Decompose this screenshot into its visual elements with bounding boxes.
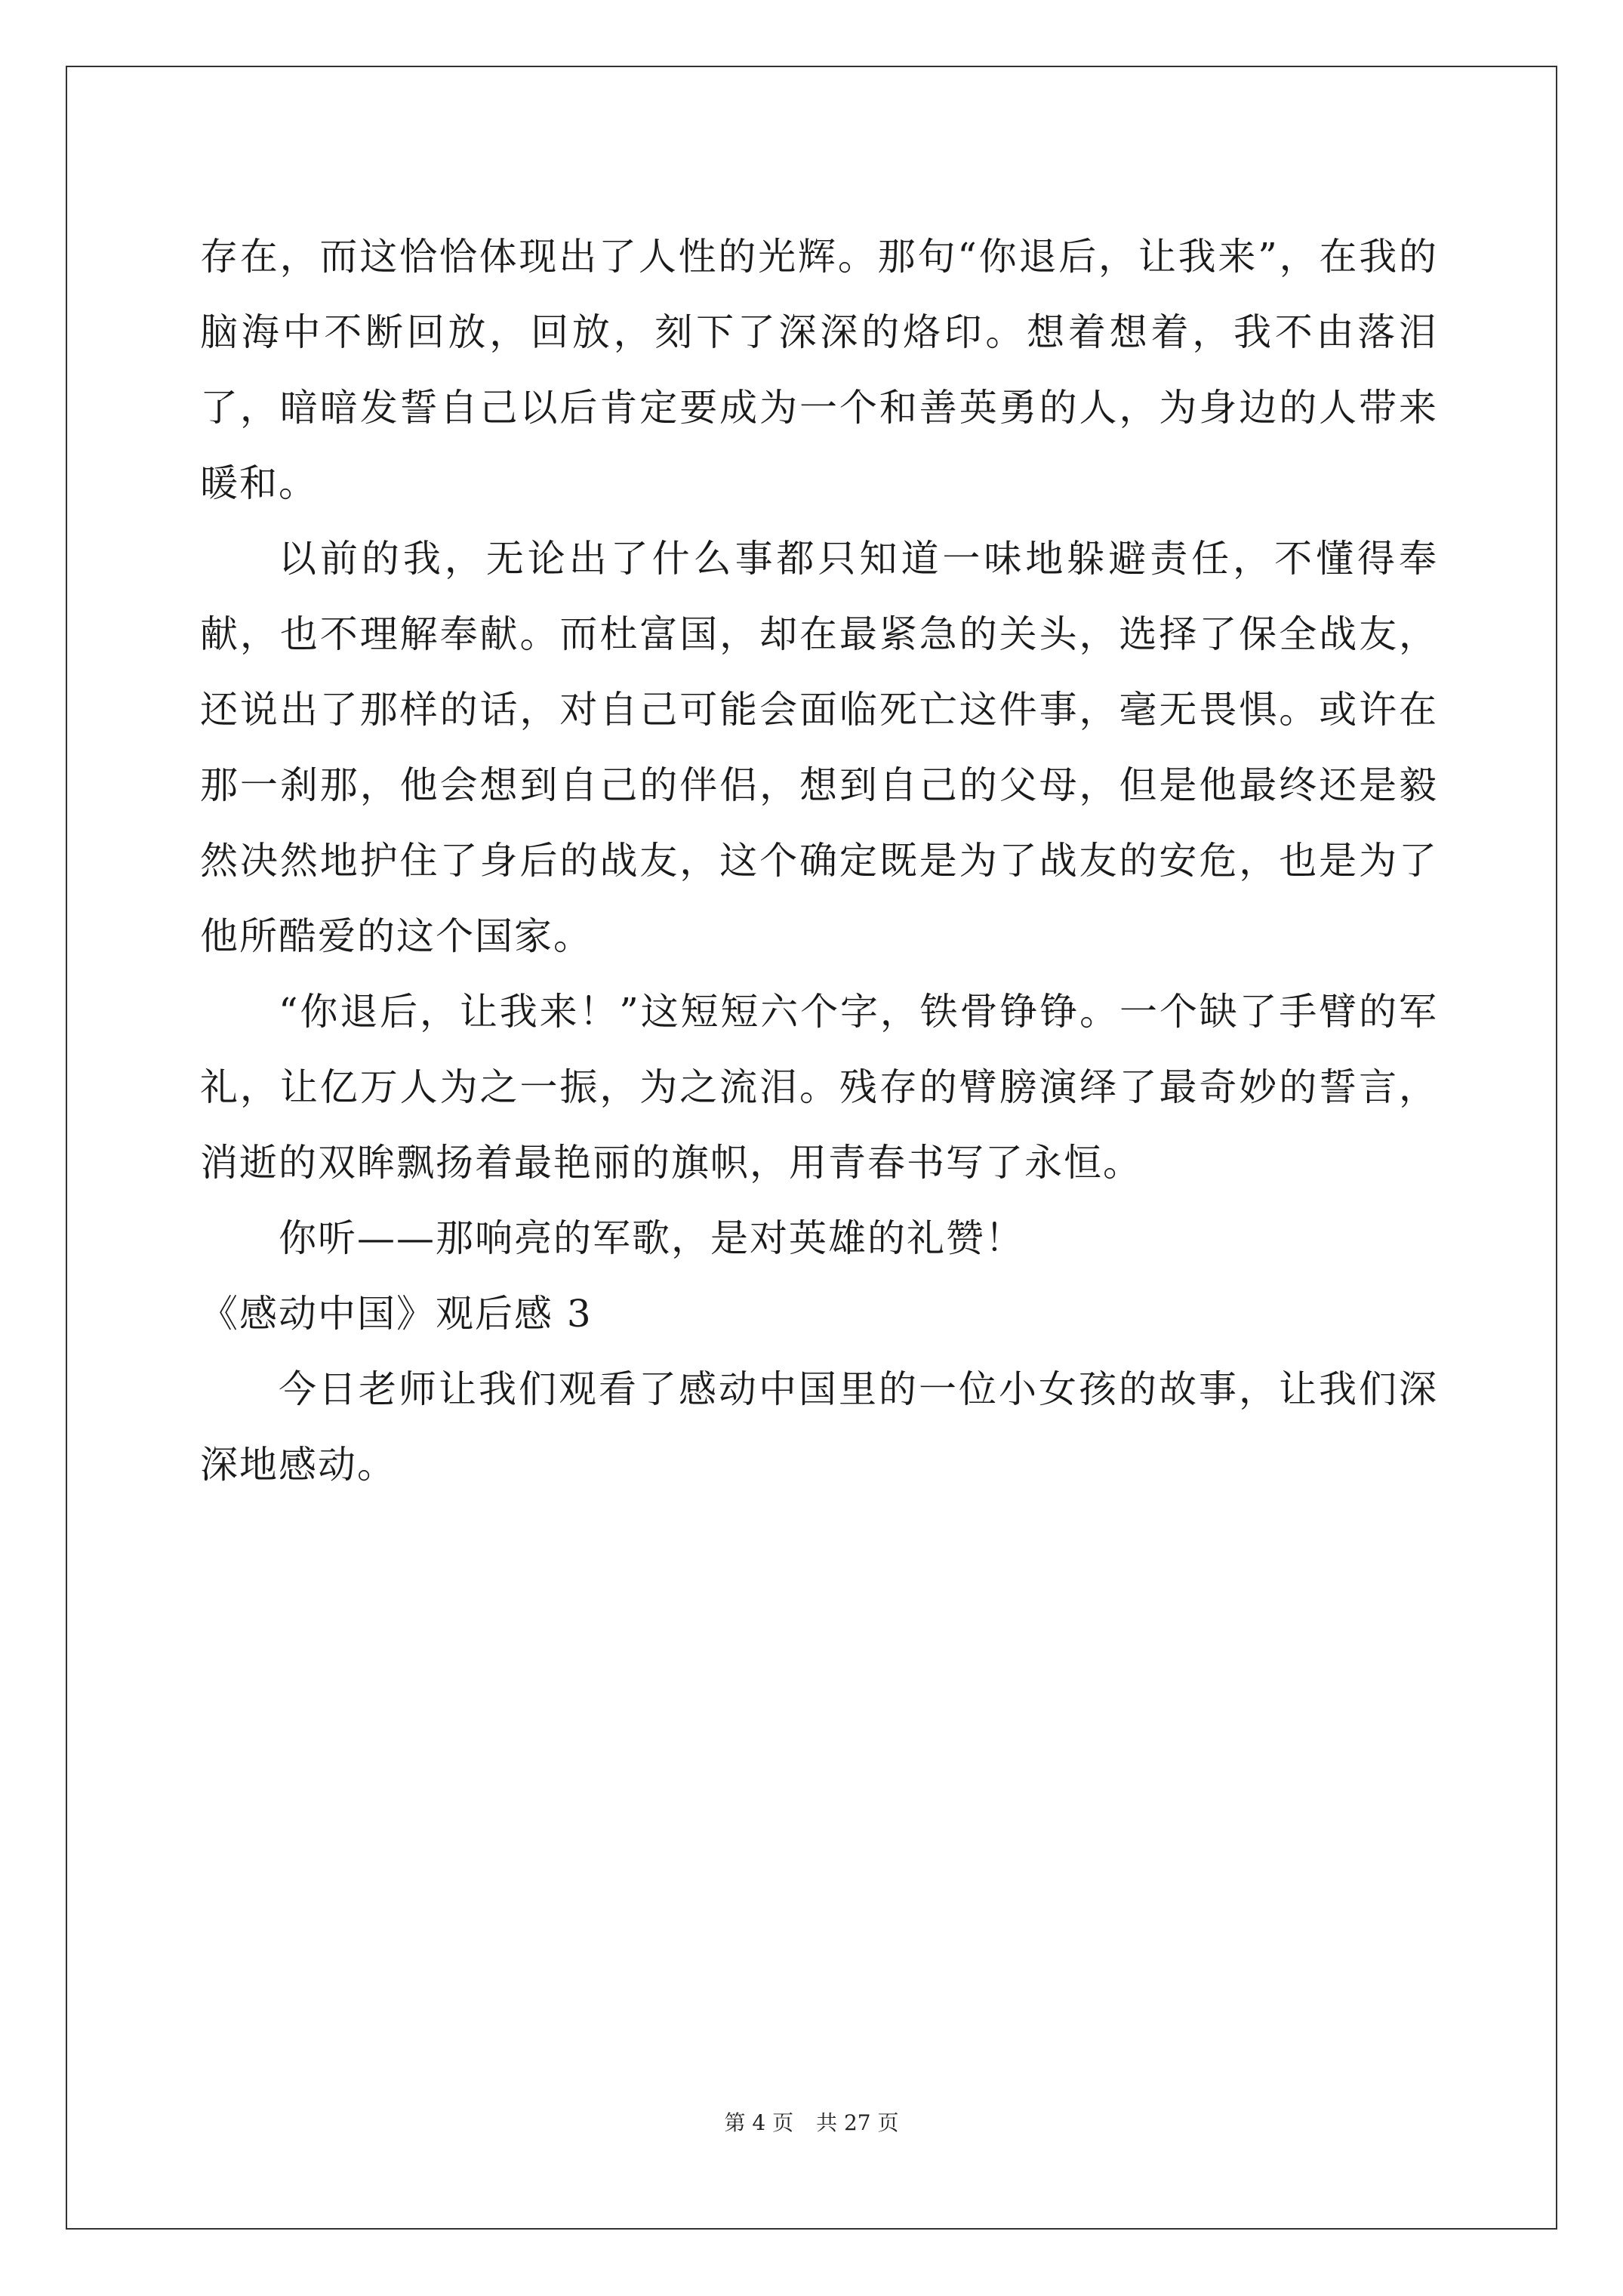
- page-footer: [0, 2106, 1623, 2137]
- page-number: 第 4 页: [724, 2110, 794, 2135]
- paragraph: 今日老师让我们观看了感动中国里的一位小女孩的故事，让我们深深地感动。: [200, 1367, 1438, 1487]
- paragraph: “你退后，让我来！”这短短六个字，铁骨铮铮。一个缺了手臂的军礼，让亿万人为之一振，为之流泪。残存的臂膀演绎了最奇妙的誓言，消逝的双眸飘扬着最艳丽的旗帜，用青春书写了永恒。: [200, 990, 1438, 1185]
- paragraph: 存在，而这恰恰体现出了人性的光辉。那句“你退后，让我来”，在我的脑海中不断回放，回放，刻下了深深的烙印。想着想着，我不由落泪了，暗暗发誓自己以后肯定要成为一个和善英勇的人，为身边的人带来暖和。: [200, 235, 1438, 505]
- paragraph: 你听——那响亮的军歌，是对英雄的礼赞！: [279, 1216, 1024, 1260]
- document-body: [200, 219, 1438, 1502]
- section-heading: 《感动中国》观后感 3: [200, 1292, 593, 1336]
- page-total: 共 27 页: [816, 2110, 899, 2135]
- paragraph: 以前的我，无论出了什么事都只知道一味地躲避责任，不懂得奉献，也不理解奉献。而杜富国，却在最紧急的关头，选择了保全战友，还说出了那样的话，对自己可能会面临死亡这件事，毫无畏惧。或许在那一刹那，他会想到自己的伴侣，想到自己的父母，但是他最终还是毅然决然地护住了身后的战友，这个确定既是为了战友的安危，也是为了他所酷爱的这个国家。: [200, 537, 1438, 958]
